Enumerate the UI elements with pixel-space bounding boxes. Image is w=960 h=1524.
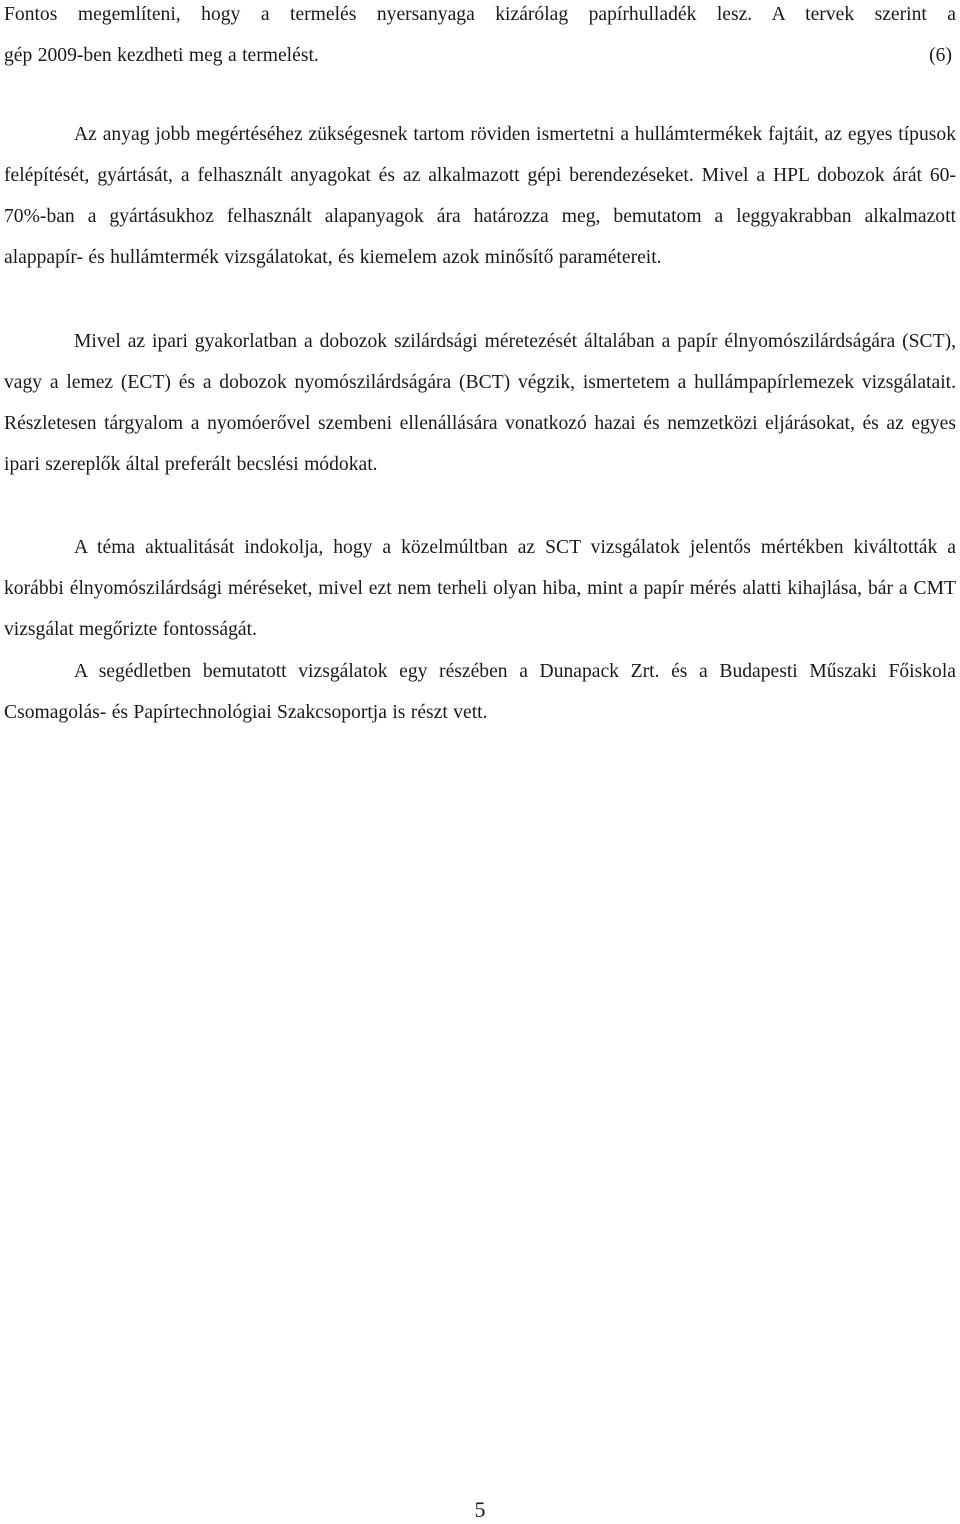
page-number: 5 [474, 1497, 486, 1522]
paragraph-intro-line-2-text: gép 2009-ben kezdheti meg a termelést. [4, 45, 319, 66]
citation-reference: (6) [929, 45, 952, 66]
paragraph-intro [4, 0, 956, 76]
paragraph-overview: Az anyag jobb megértéséhez zükségesnek tartom röviden ismertetni a hullámtermékek fajtáit, az egyes típusok felépítését, gyártását, a felhasznált anyagokat és az alkalmazott gépi berendezéseket. Mivel a HPL dobozok árát 60-70%-ban a gyártásukhoz felhasznált alapanyagok ára határozza meg, bemutatom a leggyakrabban alkalmazott alappapír- és hullámtermék vizsgálatokat, és kiemelem azok minősítő paramétereit. [4, 124, 956, 268]
paragraph-relevance: A téma aktualitását indokolja, hogy a közelmúltban az SCT vizsgálatok jelentős mértékben kiváltották a korábbi élnyomószilárdsági méréseket, mivel ezt nem terheli olyan hiba, mint a papír mérés alatti kihajlása, bár a CMT vizsgálat megőrizte fontosságát. [4, 537, 956, 640]
paragraph-acknowledgement: A segédletben bemutatott vizsgálatok egy részében a Dunapack Zrt. és a Budapesti Műszaki Főiskola Csomagolás- és Papírtechnológiai Szakcsoportja is részt vett. [4, 661, 956, 723]
paragraph-strength-tests: Mivel az ipari gyakorlatban a dobozok szilárdsági méretezését általában a papír élnyomószilárdságára (SCT), vagy a lemez (ECT) és a dobozok nyomószilárdságára (BCT) végzik, ismertetem a hullámpapírlemezek vizsgálatait. Részletesen tárgyalom a nyomóerővel szembeni ellenállására vonatkozó hazai és nemzetközi eljárásokat, és az egyes ipari szereplők által preferált becslési módokat. [4, 331, 956, 475]
paragraph-intro-line-2 [4, 35, 956, 76]
paragraph-intro-line-1: Fontos megemlíteni, hogy a termelés nyersanyaga kizárólag papírhulladék lesz. A tervek szerint a [4, 4, 956, 25]
